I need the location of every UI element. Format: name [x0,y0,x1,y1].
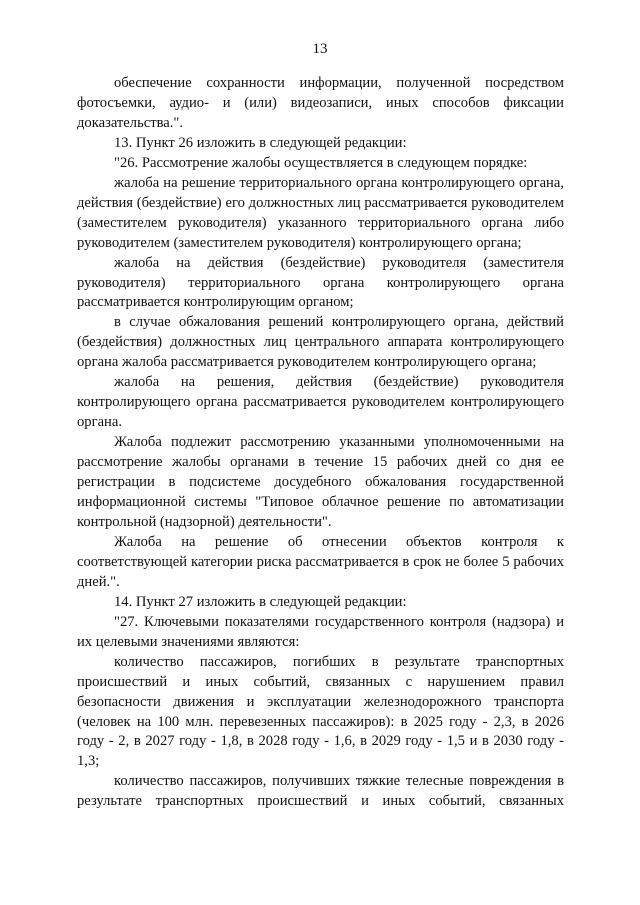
paragraph: обеспечение сохранности информации, полученной посредством фотосъемки, аудио- и (или) видеозаписи, иных способов фиксации доказательства.". [77,75,564,131]
paragraph: Жалоба на решение об отнесении объектов контроля к соответствующей категории риска рассматривается в срок не более 5 рабочих дней.". [77,533,564,590]
paragraph: "26. Рассмотрение жалобы осуществляется в следующем порядке: [114,154,528,171]
paragraph: жалоба на решения, действия (бездействие) руководителя контролирующего органа рассматривается руководителем контролирующего органа. [77,374,564,431]
paragraph: в случае обжалования решений контролирующего органа, действий (бездействия) должностных лиц центрального аппарата контролирующего органа жалоба рассматривается руководителем контролирующего органа; [77,314,564,371]
page-number: 13 [312,41,328,57]
paragraph: жалоба на решение территориального органа контролирующего органа, действия (бездействие) его должностных лиц рассматривается руководителем (заместителем руководителя) указанного территориального органа либо руководителем (заместителем руководителя) контролирующего органа; [77,174,564,251]
paragraph: количество пассажиров, получивших тяжкие телесные повреждения в результате транспортных происшествий и иных событий, связанных [77,773,564,810]
paragraph: "27. Ключевыми показателями государственного контроля (надзора) и их целевыми значениями являются: [77,613,564,650]
document-body [77,74,564,812]
paragraph: количество пассажиров, погибших в результате транспортных происшествий и иных событий, связанных с нарушением правил безопасности движения и эксплуатации железнодорожного транспорта (человек на 100 млн. перевезенных пассажиров): в 2025 году - 2,3, в 2026 году - 2, в 2027 году - 1,8, в 2028 году - 1,6, в 2029 году - 1,5 и в 2030 году - 1,3; [77,653,564,770]
paragraph: жалоба на действия (бездействие) руководителя (заместителя руководителя) территориального органа контролирующего органа рассматривается контролирующим органом; [77,254,564,311]
paragraph: Жалоба подлежит рассмотрению указанными уполномоченными на рассмотрение жалобы органами в течение 15 рабочих дней со дня ее регистрации в подсистеме досудебного обжалования государственной информационной системы "Типовое облачное решение по автоматизации контрольной (надзорной) деятельности". [77,434,564,530]
paragraph: 13. Пункт 26 изложить в следующей редакции: [114,134,407,151]
paragraph: 14. Пункт 27 изложить в следующей редакции: [114,593,407,610]
